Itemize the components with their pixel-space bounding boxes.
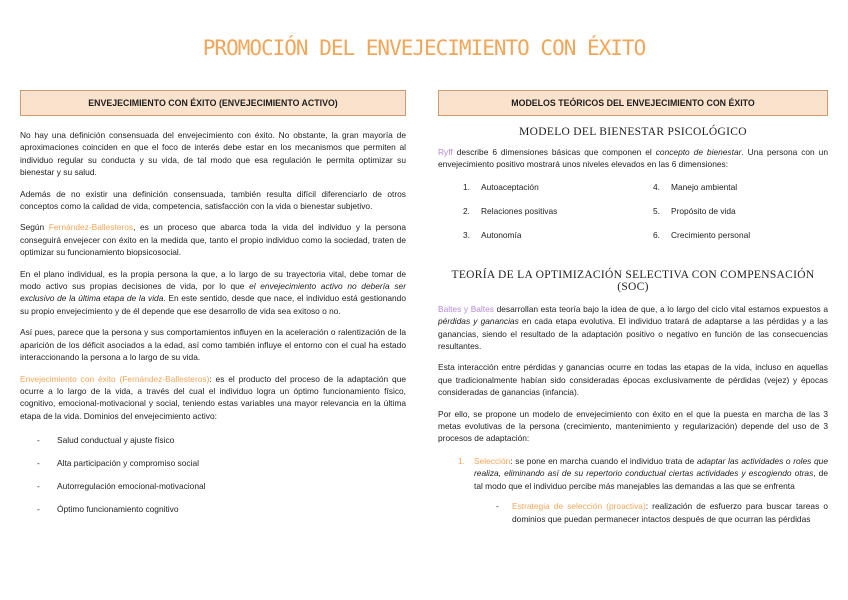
- sub-item-proactive-selection: [438, 500, 828, 525]
- paragraph-fernandez-ballesteros: Según Fernández-Ballesteros, es un proceso que abarca toda la vida del individuo y la persona conseguirá envejecer con éxito en la medida que, tanto el propio individuo como la sociedad, traten de optimizar su funcionamiento biopsicosocial.: [20, 222, 406, 258]
- list-item: 5. Propósito de vida: [653, 205, 736, 216]
- author-reference: Fernández-Ballesteros: [48, 222, 134, 233]
- emphasis-text: pérdidas y ganancias: [438, 316, 519, 327]
- section-header-active-aging: ENVEJECIMIENTO CON ÉXITO (ENVEJECIMIENTO ACTIVO): [20, 90, 406, 116]
- right-column: [438, 90, 828, 525]
- left-column: [20, 90, 406, 515]
- term-highlight: Envejecimiento con éxito: [20, 373, 116, 384]
- list-item: 1. Autoaceptación: [463, 181, 539, 192]
- paragraph-ryff: Ryff describe 6 dimensiones básicas que componen el concepto de bienestar. Una persona con un envejecimiento positivo mostrará unos niveles elevados en las 6 dimensiones:: [438, 147, 828, 170]
- paragraph-baltes: Baltes y Baltes desarrollan esta teoría bajo la idea de que, a lo largo del ciclo vital estamos expuestos a pérdidas y ganancias en cada etapa evolutiva. El individuo tratará de adaptarse a las pérdidas y a las ganancias, siendo el resultado de la adaptación positivo o negativo en función de las consecuencias resultantes.: [438, 303, 828, 352]
- list-item: - Autorregulación emocional-motivacional: [20, 480, 406, 492]
- list-item: 3. Autonomía: [463, 229, 522, 240]
- list-item: - Alta participación y compromiso social: [20, 457, 406, 469]
- list-item: 4. Manejo ambiental: [653, 181, 738, 192]
- list-item: 6. Crecimiento personal: [653, 229, 751, 240]
- dash-bullet: -: [496, 501, 499, 512]
- list-item: - Óptimo funcionamiento cognitivo: [20, 503, 406, 515]
- section-header-theoretical-models: MODELOS TEÓRICOS DEL ENVEJECIMIENTO CON ÉXITO: [438, 90, 828, 116]
- paragraph-losses-gains: Esta interacción entre pérdidas y ganancias ocurre en todas las etapas de la vida, incluso en aquellas que tradicionalmente habían sido consideradas épocas exclusivamente de pérdidas (vejez) y épocas consideradas de ganancias (infancia).: [438, 362, 828, 398]
- paragraph-individual-plane: En el plano individual, es la propia persona la que, a lo largo de su trayectoria vital, debe tomar de modo activo sus propias decisiones de vida, por lo que el envejecimiento activo no debería ser exclusivo de la última etapa de la vida. En este sentido, desde que nace, el individuo está gestionando su propio envejecimiento y de él depende que ese desarrollo de vida sea exitoso o no.: [20, 268, 407, 316]
- emphasis-text: adaptar las actividades o roles que realiza, eliminando así de su repertorio conductual ciertas actividades y escogiendo otras: [474, 455, 828, 479]
- author-reference: Baltes y Baltes: [438, 303, 494, 314]
- paragraph-related-concepts: Además de no existir una definición consensuada, también resulta difícil diferenciarlo de otros conceptos como la calidad de vida, competencia, satisfacción con la vida o bienestar subjetivo.: [20, 188, 406, 212]
- emphasis-text: el envejecimiento activo no debería ser exclusivo de la última etapa de la vida: [20, 281, 406, 304]
- paragraph-definition: No hay una definición consensuada del envejecimiento con éxito. No obstante, la gran mayoría de aproximaciones coinciden en que el foco de interés debe estar en los mecanismos que permiten al individuo regular su conducta y su vida, de tal modo que esa regulación le permita optimizar su bienestar y su salud.: [20, 130, 406, 178]
- paragraph-adaptation-processes: Por ello, se propone un modelo de envejecimiento con éxito en el que la puesta en marcha de las 3 metas evolutivas de la persona (crecimiento, mantenimiento y regularización) depende del uso de 3 procesos de adaptación:: [438, 408, 828, 444]
- author-reference: Ryff: [438, 147, 453, 157]
- proactive-selection-text: Estrategia de selección (proactiva): realización de esfuerzo para buscar tareas o dominios que puedan permanecer intactos después de que ocurran las pérdidas: [512, 501, 829, 524]
- page-title: PROMOCIÓN DEL ENVEJECIMIENTO CON ÉXITO: [202, 36, 646, 60]
- list-item: 2. Relaciones positivas: [463, 205, 558, 216]
- paragraph-behavior-influence: Así pues, parece que la persona y sus comportamientos influyen en la aceleración o ralentización de la aparición de los déficit asociados a la edad, así como también influye el entorno con el cual ha estado interaccionando la persona a lo largo de su vida.: [20, 327, 406, 363]
- list-number: 1.: [458, 455, 465, 466]
- list-item: - Salud conductual y ajuste físico: [20, 434, 406, 446]
- term-highlight: Estrategia de selección (proactiva): [512, 501, 646, 512]
- process-item-selection: [438, 455, 828, 492]
- emphasis-text: concepto de bienestar: [655, 147, 742, 157]
- model-title-soc: TEORÍA DE LA OPTIMIZACIÓN SELECTIVA CON COMPENSACIÓN (SOC): [451, 268, 815, 293]
- paragraph-success-definition: Envejecimiento con éxito (Fernández-Ballesteros): es el producto del proceso de la adaptación que ocurre a lo largo de la vida, a través del cual el individuo logra un óptimo funcionamiento físico, cognitivo, emocional-motivacional y social, teniendo estas variables una mayor relevancia en la última etapa de la vida. Dominios del envejecimiento activo:: [20, 373, 407, 421]
- model-title-wellbeing: MODELO DEL BIENESTAR PSICOLÓGICO: [519, 126, 747, 138]
- selection-text: Selección: se pone en marcha cuando el individuo trata de adaptar las actividades o roles que realiza, eliminando así de su repertorio conductual ciertas actividades y escogiendo otras, de tal modo que el individuo percibe más manejables las demandas a las que se enfrenta: [474, 455, 828, 491]
- ryff-dimensions-list: [438, 181, 828, 261]
- author-reference: (Fernández-Ballesteros): [115, 373, 210, 384]
- term-highlight: Selección: [474, 455, 511, 466]
- domains-list: [20, 434, 406, 515]
